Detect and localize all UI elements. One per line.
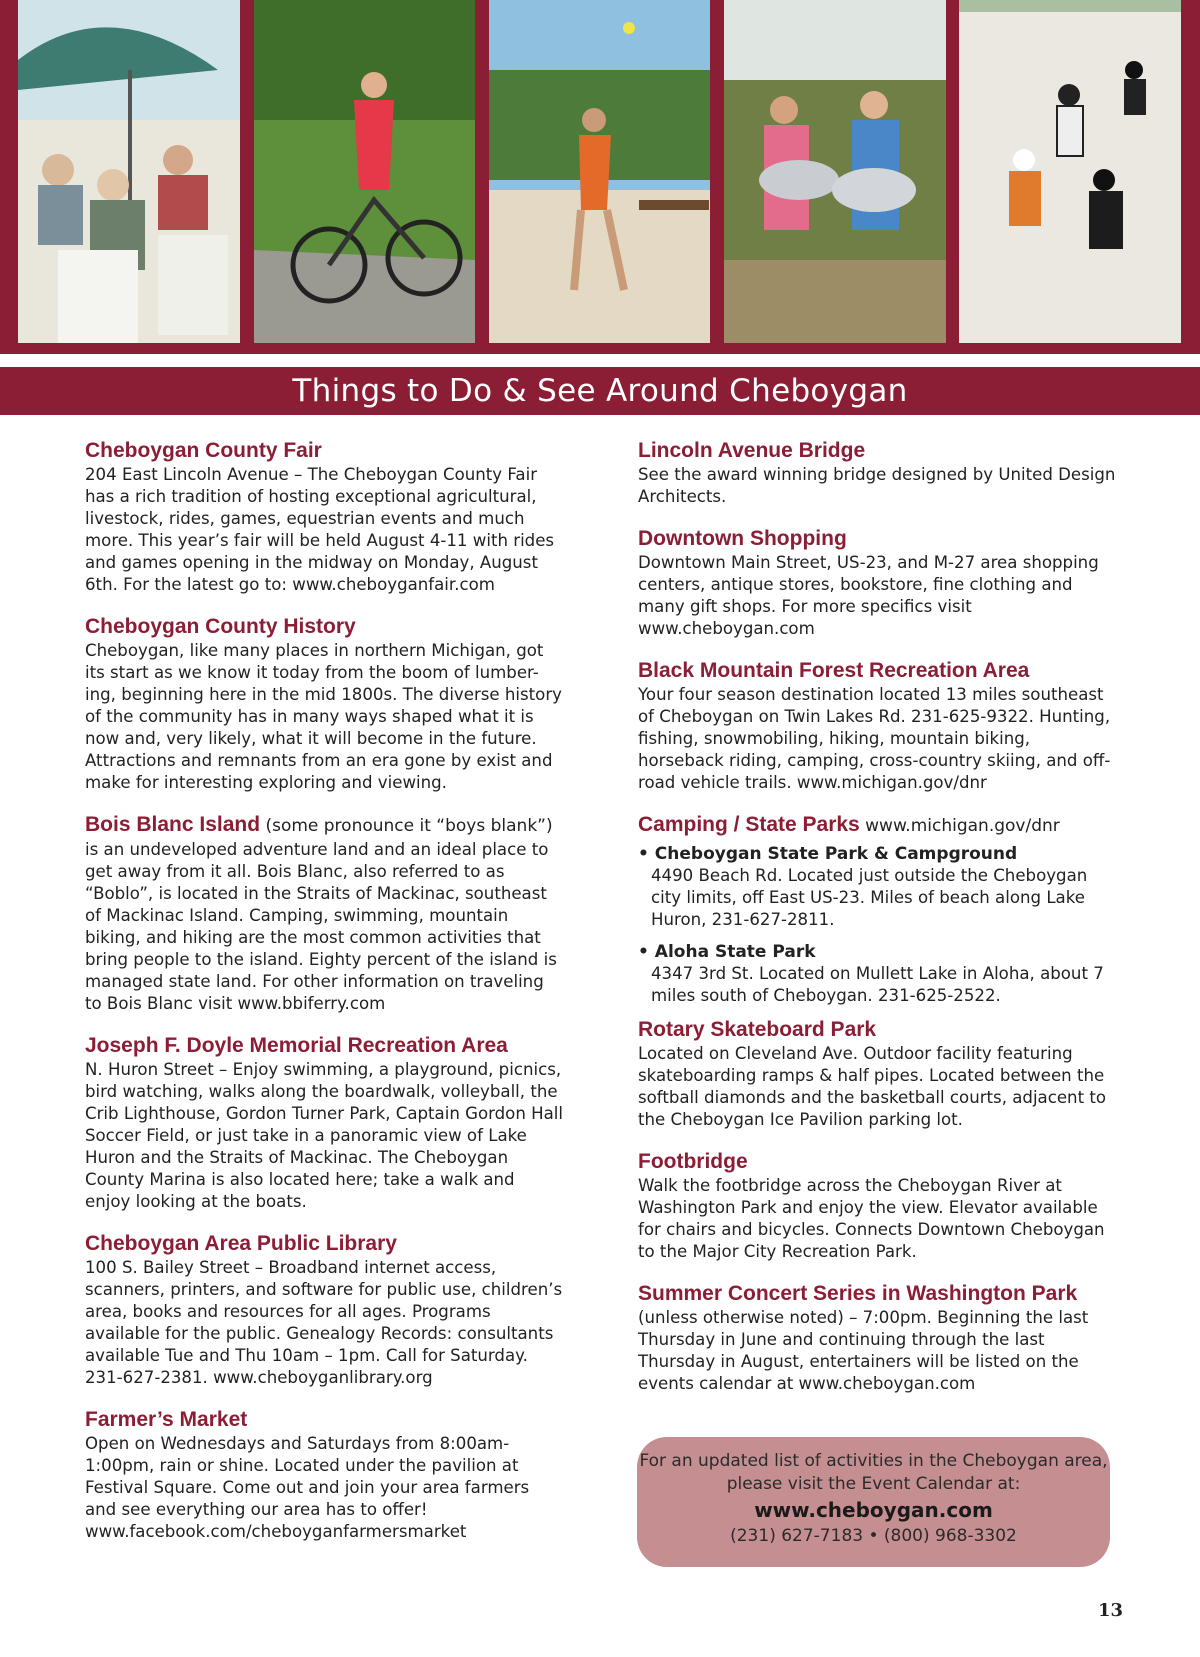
entry-heading: Rotary Skateboard Park xyxy=(638,1018,877,1041)
photo-band xyxy=(0,0,1200,354)
park-name xyxy=(638,941,1118,963)
entry-body: is an undeveloped adventure land and an ideal place to get away from it all. Bois Blanc, also referred to as “Boblo”, is located in the Straits of Mackinac, southeast of Mackinac Island. Camping, swimming, mountain biking, and hiking are the most common activities that bring people to the island. Eighty percent of the island is managed state land. For other information on traveling to Bois Blanc visit www.bbiferry.com xyxy=(85,840,557,1013)
entry-heading xyxy=(85,812,565,839)
entry-heading: Downtown Shopping xyxy=(638,527,847,550)
left-column xyxy=(85,438,565,1561)
entry-heading: Farmer’s Market xyxy=(85,1408,248,1431)
photo-outdoor-dining xyxy=(18,0,240,343)
entry-body: Open on Wednesdays and Saturdays from 8:00am-1:00pm, rain or shine. Located under the pavilion at Festival Square. Come out and join your area farmers and see everything our area has to offer! www.facebook.com/cheboyganfarmersmarket xyxy=(85,1434,530,1541)
entry-public-library xyxy=(85,1231,565,1389)
entry-summer-concert-series xyxy=(638,1281,1118,1395)
event-calendar-callout xyxy=(637,1437,1110,1567)
entry-body: Cheboygan, like many places in northern Michigan, got its start as we know it today from the boom of lumber-ing, beginning here in the mid 1800s. The diverse history of the community has in many ways shaped what it is now and, very likely, what it will become in the future. Attractions and remnants from an era gone by exist and make for interesting exploring and viewing. xyxy=(85,641,562,792)
entry-bois-blanc-island xyxy=(85,812,565,1015)
photo-steel-drum-band xyxy=(724,0,946,343)
callout-phone-numbers: (231) 627-7183 • (800) 968-3302 xyxy=(730,1526,1017,1546)
entry-heading-aside: www.michigan.gov/dnr xyxy=(859,816,1060,836)
photo-cyclist xyxy=(254,0,475,343)
photo-ice-hockey xyxy=(959,0,1181,343)
entry-county-history xyxy=(85,614,565,794)
entry-rotary-skateboard-park xyxy=(638,1017,1118,1131)
entry-body: 204 East Lincoln Avenue – The Cheboygan County Fair has a rich tradition of hosting exceptional agricultural, livestock, rides, games, equestrian events and much more. This year’s fair will be held August 4-11 with rides and games opening in the midway on Monday, August 6th. For the latest go to: www.cheboyganfair.com xyxy=(85,465,555,594)
callout-website-link[interactable]: www.cheboygan.com xyxy=(754,1498,993,1522)
entry-heading: Cheboygan County Fair xyxy=(85,439,322,462)
entry-heading: Summer Concert Series in Washington Park xyxy=(638,1282,1078,1305)
entry-body: (unless otherwise noted) – 7:00pm. Beginning the last Thursday in June and continuing through the last Thursday in August, entertainers will be listed on the events calendar at www.cheboygan.com xyxy=(638,1308,1089,1393)
entry-heading: Black Mountain Forest Recreation Area xyxy=(638,659,1030,682)
park-body: 4490 Beach Rd. Located just outside the Cheboygan city limits, off East US-23. Miles of beach along Lake Huron, 231-627-2811. xyxy=(651,866,1088,929)
entry-body: Your four season destination located 13 miles southeast of Cheboygan on Twin Lakes Rd. 231-625-9322. Hunting, fishing, snowmobiling, hiking, mountain biking, horseback riding, camping, cross-country skiing, and off-road vehicle trails. www.michigan.gov/dnr xyxy=(638,685,1111,792)
entry-body: Located on Cleveland Ave. Outdoor facility featuring skateboarding ramps & half pipes. Located between the softball diamonds and the basketball courts, adjacent to the Cheboygan Ice Pavilion parking lot. xyxy=(638,1044,1107,1129)
entry-body: N. Huron Street – Enjoy swimming, a playground, picnics, bird watching, walks along the boardwalk, volleyball, the Crib Lighthouse, Gordon Turner Park, Captain Gordon Hall Soccer Field, or just take in a panoramic view of Lake Huron and the Straits of Mackinac. The Cheboygan County Marina is also located here; take a walk and enjoy looking at the boats. xyxy=(85,1060,563,1211)
entry-doyle-recreation-area xyxy=(85,1033,565,1213)
bullet-icon: • xyxy=(638,844,649,864)
entry-heading-text: Bois Blanc Island xyxy=(85,813,261,836)
park-item xyxy=(638,941,1118,1007)
entry-heading xyxy=(638,812,1118,839)
callout-text: For an updated list of activities in the Cheboygan area, please visit the Event Calendar at: xyxy=(639,1451,1108,1494)
page-number: 13 xyxy=(1098,1600,1124,1621)
park-name-text: Cheboygan State Park & Campground xyxy=(654,844,1018,864)
park-name-text: Aloha State Park xyxy=(654,942,816,962)
entry-black-mountain xyxy=(638,658,1118,794)
entry-heading-text: Camping / State Parks xyxy=(638,813,860,836)
entry-farmers-market xyxy=(85,1407,565,1543)
page-title: Things to Do & See Around Cheboygan xyxy=(0,367,1200,415)
entry-heading: Cheboygan Area Public Library xyxy=(85,1232,397,1255)
park-body: 4347 3rd St. Located on Mullett Lake in Aloha, about 7 miles south of Cheboygan. 231-625-2522. xyxy=(651,964,1104,1005)
entry-body: See the award winning bridge designed by United Design Architects. xyxy=(638,465,1116,506)
right-column xyxy=(638,438,1118,1413)
entry-heading: Joseph F. Doyle Memorial Recreation Area xyxy=(85,1034,508,1057)
entry-footbridge xyxy=(638,1149,1118,1263)
entry-lincoln-avenue-bridge xyxy=(638,438,1118,508)
entry-body: Downtown Main Street, US-23, and M-27 area shopping centers, antique stores, bookstore, fine clothing and many gift shops. For more specifics visit www.cheboygan.com xyxy=(638,553,1099,638)
entry-heading-aside: (some pronounce it “boys blank”) xyxy=(260,816,553,836)
entry-heading: Cheboygan County History xyxy=(85,615,356,638)
entry-downtown-shopping xyxy=(638,526,1118,640)
bullet-icon: • xyxy=(638,942,649,962)
entry-heading: Footbridge xyxy=(638,1150,748,1173)
entry-body: Walk the footbridge across the Cheboygan River at Washington Park and enjoy the view. Elevator available for chairs and bicycles. Connects Downtown Cheboygan to the Major City Recreation Park. xyxy=(638,1176,1105,1261)
entry-county-fair xyxy=(85,438,565,596)
entry-camping-state-parks xyxy=(638,812,1118,1007)
park-name xyxy=(638,843,1118,865)
entry-body: 100 S. Bailey Street – Broadband internet access, scanners, printers, and software for public use, children’s area, books and resources for all ages. Programs available for the public. Genealogy Records: consultants available Tue and Thu 10am – 1pm. Call for Saturday. 231-627-2381. www.cheboyganlibrary.org xyxy=(85,1258,563,1387)
photo-beach-volleyball xyxy=(489,0,710,343)
park-item xyxy=(638,843,1118,931)
entry-heading: Lincoln Avenue Bridge xyxy=(638,439,866,462)
